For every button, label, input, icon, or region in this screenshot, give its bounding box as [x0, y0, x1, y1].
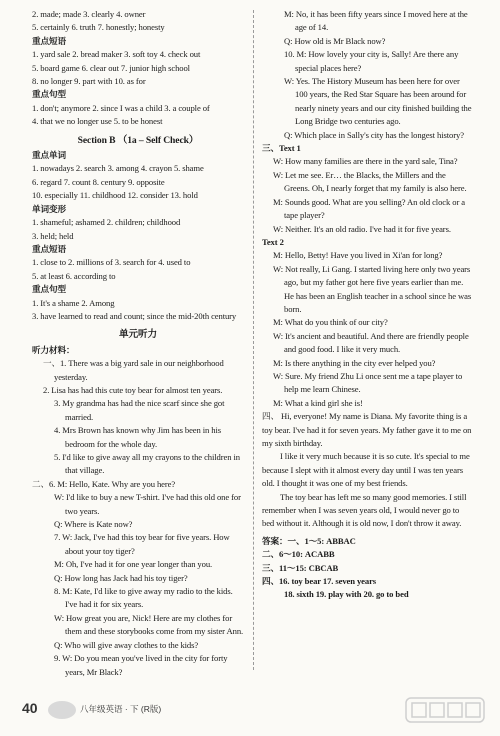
- dialogue-line: M: What do you think of our city?: [273, 317, 388, 328]
- answer-line: 8. no longer 9. part with 10. as for: [32, 76, 146, 87]
- answer-key: 二、6～10: ACABB: [262, 549, 335, 560]
- answer-line: 3. have learned to read and count; since the mid-20th century: [32, 310, 237, 321]
- answer-line: 1. don't; anymore 2. since I was a child 3. a couple of: [32, 102, 210, 113]
- page-number: 40: [22, 700, 38, 716]
- answer-line: 1. shameful; ashamed 2. children; childhood: [32, 217, 181, 228]
- text-2-heading: Text 2: [262, 236, 284, 247]
- passage-paragraph: The toy bear has left me so many good memories. I still remember when I was seven years old, I would never go to bed without it. Although it is old now, I don't throw it away.: [262, 491, 467, 529]
- dialogue-line: W: Let me see. Er… the Blacks, the Millers and the Greens. Oh, I nearly forget that my family is also here.: [273, 169, 467, 194]
- column-divider: [253, 10, 254, 670]
- text-1-heading: 三、Text 1: [262, 143, 301, 154]
- listening-item: 2. Lisa has had this cute toy bear for almost ten years.: [43, 384, 223, 395]
- listening-item: 5. I'd like to give away all my crayons to the children in that village.: [54, 452, 240, 476]
- dialogue-question: Q: Who will give away clothes to the kids?: [54, 639, 199, 650]
- section-b-title: Section B （1a – Self Check）: [77, 134, 199, 146]
- dialogue-question: Q: How old is Mr Black now?: [284, 35, 386, 46]
- publisher-logo-icon: [48, 701, 76, 719]
- answer-line: 6. regard 7. count 8. century 9. opposite: [32, 176, 165, 187]
- answer-key: 三、11～15: CBCAB: [262, 562, 339, 573]
- answer-key: 四、16. toy bear 17. seven years: [262, 576, 377, 587]
- answer-line: 5. certainly 6. truth 7. honestly; honesty: [32, 22, 165, 33]
- listening-item: 3. My grandma has had the nice scarf since she got married.: [54, 398, 225, 422]
- answer-key: 一、1～5: ABBAC: [287, 535, 356, 546]
- dialogue-line: 10. M: How lovely your city is, Sally! Are there any special places here?: [284, 49, 459, 73]
- unit-listening-title: 单元听力: [119, 329, 157, 341]
- listening-item: 4. Mrs Brown has known why Jim has been in his bedroom for the whole day.: [54, 425, 222, 449]
- left-column: [32, 8, 244, 679]
- section-heading: 单词变形: [32, 203, 66, 214]
- answer-line: 3. held; held: [32, 230, 74, 241]
- dialogue-question: Q: Where is Kate now?: [54, 519, 133, 530]
- section-heading: 重点短语: [32, 35, 66, 46]
- dialogue-line: M: Hello, Betty! Have you lived in Xi'an for long?: [273, 250, 443, 261]
- dialogue-line: W: How many families are there in the yard sale, Tina?: [273, 156, 458, 167]
- dialogue-line: 二、6. M: Hello, Kate. Why are you here?: [32, 478, 176, 489]
- watermark-graphic: [400, 694, 490, 728]
- dialogue-line: M: No, it has been fifty years since I moved here at the age of 14.: [284, 9, 468, 33]
- answers-label: 答案：: [262, 535, 288, 546]
- listening-item: 一、1. There was a big yard sale in our neighborhood yesterday.: [43, 358, 224, 382]
- dialogue-line: M: What a kind girl she is!: [273, 397, 363, 408]
- answer-line: 1. nowadays 2. search 3. among 4. crayon 5. shame: [32, 163, 204, 174]
- dialogue-line: W: How great you are, Nick! Here are my clothes for them and these storybooks come from my sister Ann.: [54, 612, 244, 637]
- answer-line: 1. yard sale 2. bread maker 3. soft toy 4. check out: [32, 49, 201, 60]
- dialogue-line: W: Sure. My friend Zhu Li once sent me a tape player to help me learn Chinese.: [273, 370, 463, 395]
- answer-line: 5. board game 6. clear out 7. junior high school: [32, 62, 190, 73]
- dialogue-question: Q: How long has Jack had his toy tiger?: [54, 572, 188, 583]
- answer-line: 10. especially 11. childhood 12. consider 13. hold: [32, 190, 198, 201]
- section-heading: 重点句型: [32, 284, 66, 295]
- answer-line: 1. It's a shame 2. Among: [32, 297, 115, 308]
- dialogue-question: Q: Which place in Sally's city has the longest history?: [284, 129, 464, 140]
- answer-line: 1. close to 2. millions of 3. search for 4. used to: [32, 257, 191, 268]
- answer-line: 2. made; made 3. clearly 4. owner: [32, 9, 146, 19]
- passage-paragraph: I like it very much because it is so cute. It's special to me because I slept with it almost every day until I was ten years old. I thought it was one of my best friends.: [262, 451, 470, 489]
- answer-line: 4. that we no longer use 5. to be honest: [32, 116, 163, 127]
- answer-line: 5. at least 6. according to: [32, 270, 116, 281]
- answer-block: [262, 535, 472, 602]
- passage-paragraph: 四、 Hi, everyone! My name is Diana. My favorite thing is a toy bear. I've had it for seven years. My father gave it to me on my sixth birthday.: [262, 411, 472, 448]
- section-heading: 重点单词: [32, 150, 66, 161]
- dialogue-line: W: I'd like to buy a new T-shirt. I've had this old one for two years.: [54, 492, 241, 516]
- right-column: [262, 8, 472, 602]
- page-footer: [18, 700, 258, 726]
- dialogue-line: 9. W: Do you mean you've lived in the city for forty years, Mr Black?: [54, 653, 228, 677]
- watermark-stamp-icon: [400, 694, 490, 728]
- section-heading: 重点短语: [32, 243, 66, 254]
- dialogue-line: W: Not really, Li Gang. I started living here only two years ago, but my father got here five years earlier than me. He has been an English teacher in a school since he was born.: [273, 263, 472, 314]
- answers-label-line: [262, 535, 472, 548]
- dialogue-line: W: It's ancient and beautiful. And there are friendly people and good food. I like it very much.: [273, 330, 469, 355]
- answer-key: 18. sixth 19. play with 20. go to bed: [284, 589, 409, 600]
- section-heading: 听力材料：: [32, 344, 75, 355]
- dialogue-line: M: Is there anything in the city ever helped you?: [273, 357, 436, 368]
- dialogue-line: M: Sounds good. What are you selling? An old clock or a tape player?: [273, 196, 465, 221]
- dialogue-line: W: Neither. It's an old radio. I've had it for five years.: [273, 223, 451, 234]
- dialogue-line: M: Oh, I've had it for one year longer than you.: [54, 559, 213, 570]
- dialogue-line: W: Yes. The History Museum has been here for over 100 years, the Red Star Square has been around for nearly ninety years and our city finished building the Long Bridge two centuries ago.: [284, 76, 472, 127]
- section-heading: 重点句型: [32, 89, 66, 100]
- dialogue-line: 8. M: Kate, I'd like to give away my radio to the kids. I've had it for six years.: [54, 586, 233, 610]
- dialogue-line: 7. W: Jack, I've had this toy bear for five years. How about your toy tiger?: [54, 532, 230, 556]
- book-title: 八年级英语 · 下 (R版): [80, 704, 162, 714]
